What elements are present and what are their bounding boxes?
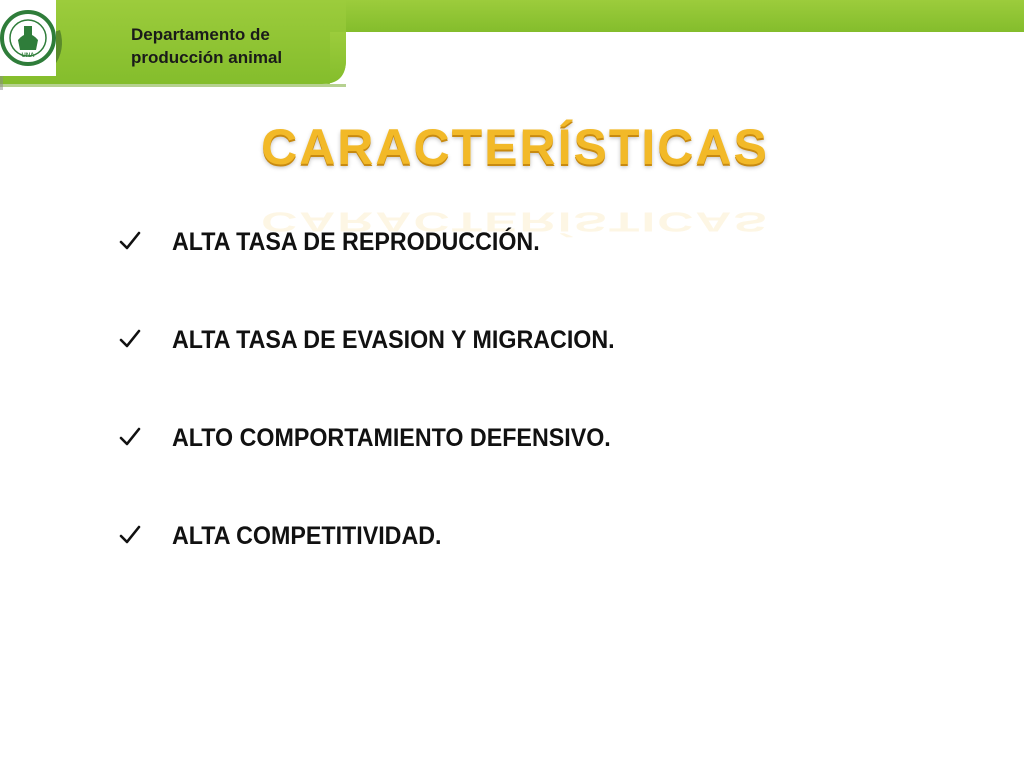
bullet-list <box>118 222 648 614</box>
header-band <box>0 0 1024 88</box>
bullet-item <box>118 516 648 614</box>
bullet-text: ALTO COMPORTAMIENTO DEFENSIVO. <box>172 424 611 452</box>
checkmark-icon <box>118 425 142 449</box>
department-line-2: producción animal <box>131 48 283 67</box>
checkmark-icon <box>118 229 142 253</box>
bullet-item <box>118 320 648 418</box>
checkmark-icon <box>118 327 142 351</box>
svg-text:UNA: UNA <box>21 53 35 59</box>
bullet-item <box>118 222 648 320</box>
bullet-text: ALTA TASA DE EVASION Y MIGRACION. <box>172 326 615 354</box>
bullet-text: ALTA COMPETITIVIDAD. <box>172 522 442 550</box>
university-seal-icon <box>0 0 56 76</box>
bullet-text: ALTA TASA DE REPRODUCCIÓN. <box>172 228 540 256</box>
title-reflection: CARACTERÍSTICAS <box>261 206 769 238</box>
slide-title: CARACTERÍSTICAS <box>261 119 769 175</box>
department-label <box>131 23 331 69</box>
department-line-1: Departamento de <box>131 25 270 44</box>
bullet-item <box>118 418 648 516</box>
checkmark-icon <box>118 523 142 547</box>
